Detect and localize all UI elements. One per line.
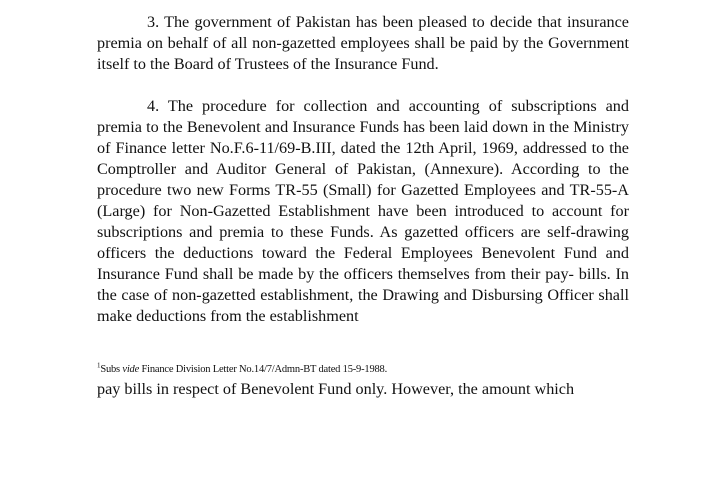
- paragraph-4: 4. The procedure for collection and accounting of subscriptions and premia to the Benevolent and Insurance Funds has been laid down in the Ministry of Finance letter No.F.6-11/69-B.III, dated the 12th April, 1969, addressed to the Comptroller and Auditor General of Pakistan, (Annexure). According to the procedure two new Forms TR-55 (Small) for Gazetted Employees and TR-55-A (Large) for Non-Gazetted Establishment have been introduced to account for subscriptions and premia to these Funds. As gazetted officers are self-drawing officers the deductions toward the Federal Employees Benevolent Fund and Insurance Fund shall be made by the officers themselves from their pay- bills. In the case of non-gazetted establishment, the Drawing and Disbursing Officer shall make deductions from the establishment: [97, 97, 629, 325]
- paragraph-3: 3. The government of Pakistan has been pleased to decide that insurance premia on behalf of all non-gazetted employees shall be paid by the Government itself to the Board of Trustees of the Insurance Fund.: [97, 13, 629, 73]
- footnote-marker: 1: [97, 361, 101, 370]
- footnote-vide: vide: [122, 364, 140, 375]
- document-page: [97, 12, 629, 400]
- footnote: [97, 363, 629, 377]
- footnote-prefix: Subs: [100, 364, 123, 375]
- footnote-text: Finance Division Letter No.14/7/Admn-BT dated 15-9-1988.: [139, 364, 388, 375]
- continuation-line: pay bills in respect of Benevolent Fund only. However, the amount which: [97, 380, 575, 398]
